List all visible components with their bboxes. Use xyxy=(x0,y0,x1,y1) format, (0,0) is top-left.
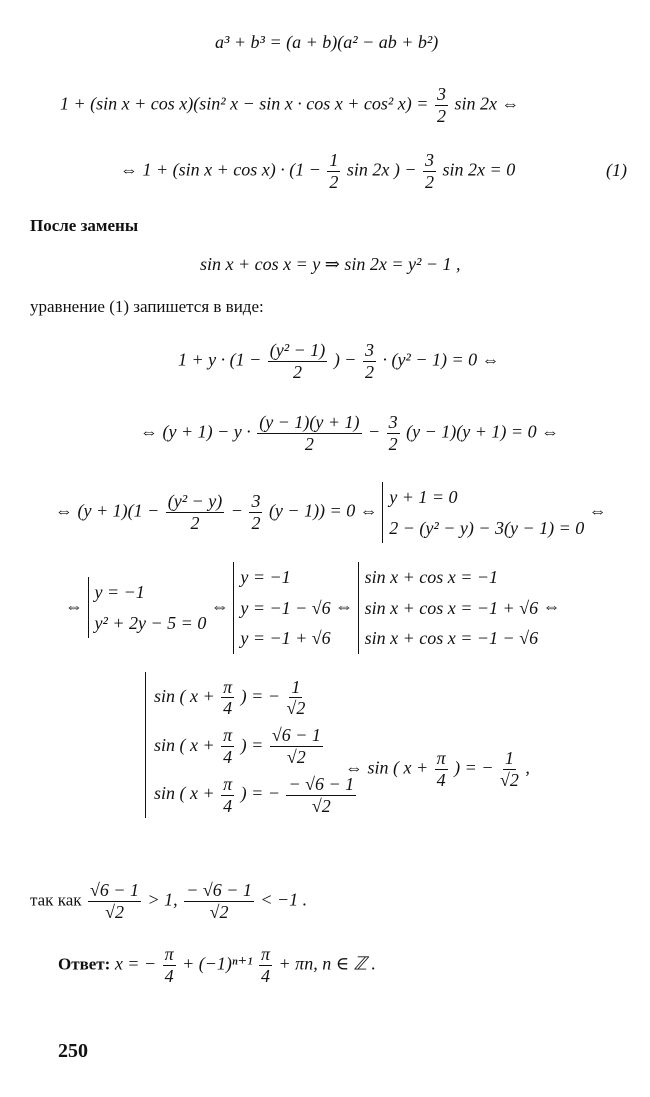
fraction: $\frac{3}{2}$ xyxy=(388,412,398,454)
sine-system xyxy=(145,672,358,818)
fraction: $\frac{1}{√2}$ xyxy=(499,748,519,790)
fraction: $\frac{√6 - 1}{√2}$ xyxy=(90,880,140,922)
equation-line-6: ⇔ (y + 1) − y · $\frac{(y - 1)(y + 1)}{2}$ − $\frac{3}{2}$ (y − 1)(y + 1) = 0 ⇔ xyxy=(140,412,560,454)
sine-result: ⇔ sin ( x + $\frac{\pi}{4}$ ) = − $\frac{1}{√2}$ , xyxy=(345,748,530,790)
identity-sum-of-cubes: a³ + b³ = (a + b)(a² − ab + b²) xyxy=(215,32,439,52)
because-line: так как $\frac{√6 - 1}{√2}$ > 1, $\frac{- √6 - 1}{√2}$ < −1 . xyxy=(30,880,308,922)
fraction: $\frac{3}{2}$ xyxy=(436,84,446,126)
fraction: $\frac{\pi}{4}$ xyxy=(164,944,174,986)
fraction: $\frac{3}{2}$ xyxy=(425,150,435,192)
system-of-equations: sin ( x + $\frac{\pi}{4}$ ) = − $\frac{1}{√2}$ sin ( x + $\frac{\pi}{4}$ ) = $\frac{√6 - 1}{√2}$ sin ( x + $\frac{\pi}{4}$ ) = − $\frac{- √6 - 1}{√2}$ xyxy=(145,672,358,818)
system-of-equations: sin x + cos x = −1 sin x + cos x = −1 + √6 sin x + cos x = −1 − √6 xyxy=(358,562,538,654)
equation-line-7: ⇔ (y + 1)(1 − $\frac{\text{(y² − y)}}{2}$ − $\frac{3}{2}$ (y − 1)) = 0 ⇔ y + 1 = 0 2 − (y² − y) − 3(y − 1) = 0 ⇔ xyxy=(55,482,607,543)
fraction: $\frac{(y - 1)(y + 1)}{2}$ xyxy=(259,412,360,454)
system-of-equations: y = −1 y² + 2y − 5 = 0 xyxy=(88,577,207,638)
system-of-equations: y + 1 = 0 2 − (y² − y) − 3(y − 1) = 0 xyxy=(382,482,584,543)
system-of-equations: y = −1 y = −1 − √6 y = −1 + √6 xyxy=(233,562,330,654)
fraction: $\frac{\text{(y² − 1)}}{2}$ xyxy=(269,340,326,382)
fraction: $\frac{\text{(y² − y)}}{2}$ xyxy=(167,491,223,534)
fraction: $\frac{- √6 - 1}{√2}$ xyxy=(186,880,252,922)
equation-line-5: 1 + y · (1 − $\frac{\text{(y² − 1)}}{2}$ ) − $\frac{3}{2}$ · (y² − 1) = 0 ⇔ xyxy=(178,340,500,382)
fraction: $\frac{\pi}{4}$ xyxy=(223,773,233,816)
answer-line: Ответ: x = − $\frac{\pi}{4}$ + (−1)ⁿ⁺¹ $\frac{\pi}{4}$ + πn, n ∈ ℤ . xyxy=(58,944,376,986)
text-equation-rewritten: уравнение (1) запишется в виде: xyxy=(30,297,264,316)
fraction: $\frac{- √6 - 1}{√2}$ xyxy=(288,773,355,816)
fraction: $\frac{√6 - 1}{√2}$ xyxy=(271,725,321,767)
substitution-equation: sin x + cos x = y ⇒ sin 2x = y² − 1 , xyxy=(200,254,461,274)
equation-tag: (1) xyxy=(606,160,627,180)
page-number: 250 xyxy=(58,1040,88,1062)
fraction: $\frac{\pi}{4}$ xyxy=(261,944,271,986)
equation-line-2: 1 + (sin x + cos x)(sin² x − sin x · cos x + cos² x) = $\frac{3}{2}$ sin 2x ⇔ xyxy=(60,84,520,126)
equation-line-8: ⇔ y = −1 y² + 2y − 5 = 0 ⇔ y = −1 y = −1 − √6 y = −1 + √6 ⇔ sin x + cos x = −1 sin x + cos x = −1 + √6 sin x + cos x = −1 − √6 ⇔ xyxy=(65,562,561,654)
fraction: $\frac{\pi}{4}$ xyxy=(436,748,446,790)
fraction: $\frac{1}{√2}$ xyxy=(286,676,306,719)
fraction: $\frac{3}{2}$ xyxy=(364,340,374,382)
equation-line-3: ⇔ 1 + (sin x + cos x) · (1 − $\frac{1}{2}$ sin 2x ) − $\frac{3}{2}$ sin 2x = 0 xyxy=(120,150,516,192)
fraction: $\frac{\pi}{4}$ xyxy=(223,725,233,767)
fraction: $\frac{3}{2}$ xyxy=(251,491,261,534)
heading-substitution: После замены xyxy=(30,216,139,235)
fraction: $\frac{\pi}{4}$ xyxy=(223,676,233,719)
fraction: $\frac{1}{2}$ xyxy=(329,150,339,192)
